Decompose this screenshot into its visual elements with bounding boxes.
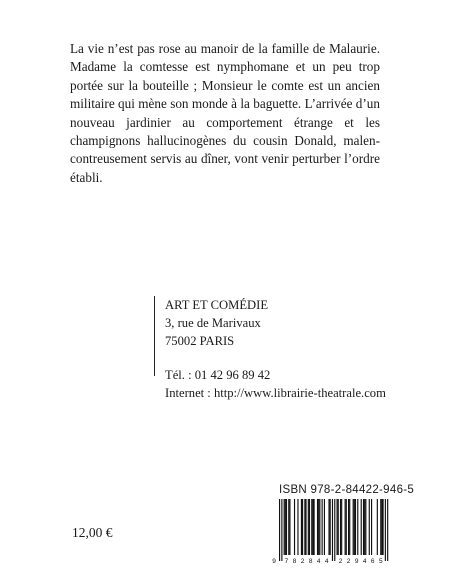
barcode-digit: 2 [346,558,351,565]
barcode-bar [297,499,298,555]
barcode-bar [312,499,313,555]
publisher-phone: Tél. : 01 42 96 89 42 [165,368,271,382]
barcode-bar [285,499,286,555]
barcode-bar [304,499,305,555]
barcode-bar [348,499,349,555]
publisher-website: Internet : http://www.librairie-theatrale.com [165,386,386,400]
barcode-digit: 9 [354,558,359,565]
barcode-bar [279,499,280,561]
barcode-bar [294,499,295,555]
barcode-bar [337,499,338,555]
publisher-city: 75002 PARIS [165,334,235,348]
barcode-digit: 7 [284,558,289,565]
barcode-bar [328,499,329,555]
barcode-bar [301,499,302,555]
barcode-bar [349,499,350,555]
barcode-bar [305,499,306,555]
barcode-bar [324,499,325,555]
barcode-digit: 8 [292,558,297,565]
barcode-bar [383,499,384,555]
barcode-bar [308,499,309,555]
barcode-bar [377,499,378,555]
barcode-bar [318,499,319,555]
barcode-digit: 4 [324,558,329,565]
barcode-bar [286,499,287,555]
barcode-bar [380,499,381,555]
barcode-digit: 6 [370,558,375,565]
barcode-digit: 2 [338,558,343,565]
barcode-digit: 9 [272,558,276,565]
barcode-bar [369,499,370,555]
barcode-bar [317,499,318,555]
barcode-bar [334,499,335,561]
barcode-bar [341,499,342,555]
barcode-bar [314,499,315,555]
blurb-text: La vie n’est pas rose au manoir de la famille de Malaurie. Madame la comtesse est nymphomane et un peu trop portée sur la bouteille ; Monsieur le comte est un ancien militaire qui mène son monde à la baguette. L’arrivée d’un nouveau jardinier au comportement étrange et les champignons hallucinogènes du cousin Donald, malencontreusement servis au dîner, vont venir perturber l’ordre établi. [70,41,380,185]
barcode-digit: 2 [300,558,305,565]
barcode-bar [346,499,347,555]
isbn-label: ISBN 978-2-84422-946-5 [279,484,415,496]
publisher-block [154,296,386,400]
barcode-digit: 4 [362,558,367,565]
publisher-street: 3, rue de Marivaux [165,316,261,330]
barcode-bar [357,499,358,555]
barcode-bar [332,499,333,561]
barcode-bar [364,499,365,555]
barcode-bar [289,499,290,555]
barcode-bar [338,499,339,555]
barcode-bar [381,499,382,555]
barcode-bar [361,499,362,555]
barcode-bar [284,499,285,555]
barcode-digit: 8 [308,558,313,565]
barcode-bar [371,499,372,555]
barcode-bar [322,499,323,555]
price: 12,00 € [72,525,113,540]
barcode-bar [319,499,320,555]
publisher-name: ART ET COMÉDIE [165,298,269,312]
barcode-bar [302,499,303,555]
barcode-bar [311,499,312,555]
barcode-bar [288,499,289,555]
barcode-bar [355,499,356,555]
barcode-bar [387,499,388,561]
barcode-digit: 4 [316,558,321,565]
barcode-digit: 5 [378,558,383,565]
barcode-icon [270,499,390,565]
back-cover-blurb [70,40,380,187]
barcode-bar [281,499,282,561]
barcode-bar [363,499,364,555]
barcode-bar [309,499,310,555]
barcode-bar [385,499,386,561]
barcode-bar [353,499,354,555]
barcode-bar [340,499,341,555]
barcode-bar [354,499,355,555]
barcode-bar [330,499,331,555]
barcode-bar [365,499,366,555]
barcode-bar [345,499,346,555]
